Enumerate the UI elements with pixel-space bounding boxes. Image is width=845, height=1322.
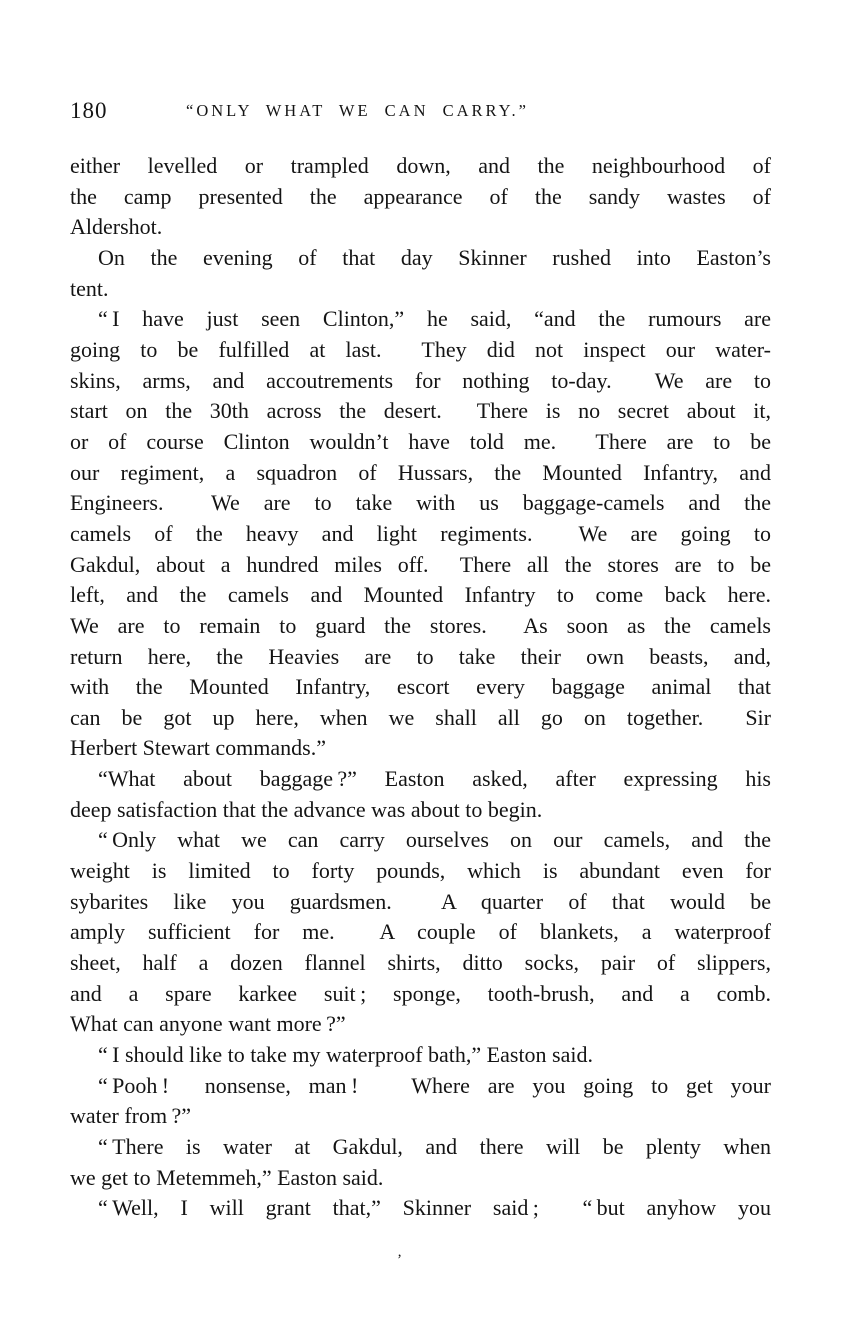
- paragraph: [70, 151, 771, 243]
- paragraph: [70, 1071, 771, 1132]
- paragraph: [70, 304, 771, 764]
- text-line: deep satisfaction that the advance was about to begin.: [70, 796, 543, 822]
- text-line: “ Pooh ! nonsense, man ! Where are you going to get your: [98, 1072, 771, 1098]
- text-line: “ I have just seen Clinton,” he said, “and the rumours are: [98, 306, 771, 332]
- text-line: going to be fulfilled at last. They did not inspect our water-: [70, 336, 771, 362]
- text-line: skins, arms, and accoutrements for nothing to-day. We are to: [70, 367, 771, 393]
- text-line: tent.: [70, 275, 109, 301]
- text-line: start on the 30th across the desert. There is no secret about it,: [70, 398, 771, 424]
- text-line: return here, the Heavies are to take their own beasts, and,: [70, 643, 771, 669]
- running-head-title: “ONLY WHAT WE CAN CARRY.”: [186, 101, 529, 120]
- text-line: left, and the camels and Mounted Infantry to come back here.: [70, 582, 771, 608]
- paragraph: [70, 243, 771, 304]
- text-line: amply sufficient for me. A couple of blankets, a waterproof: [70, 919, 771, 945]
- text-line: weight is limited to forty pounds, which is abundant even for: [70, 858, 771, 884]
- paragraph: [70, 1132, 771, 1193]
- paragraph: [70, 764, 771, 825]
- page-body: [70, 151, 771, 1224]
- text-line: “ There is water at Gakdul, and there will be plenty when: [98, 1134, 771, 1159]
- text-line: Aldershot.: [70, 214, 163, 240]
- text-line: “ I should like to take my waterproof bath,” Easton said.: [98, 1042, 593, 1068]
- text-line: What can anyone want more ?”: [70, 1011, 346, 1037]
- text-line: our regiment, a squadron of Hussars, the Mounted Infantry, and: [70, 459, 771, 485]
- text-line: we get to Metemmeh,” Easton said.: [70, 1164, 384, 1190]
- text-line: “What about baggage ?” Easton asked, after expressing his: [98, 766, 771, 792]
- text-line: We are to remain to guard the stores. As soon as the camels: [70, 612, 771, 638]
- text-line: can be got up here, when we shall all go on together. Sir: [70, 704, 771, 730]
- printers-speck: ’: [397, 1252, 402, 1268]
- text-line: or of course Clinton wouldn’t have told me. There are to be: [70, 428, 771, 454]
- text-line: sheet, half a dozen flannel shirts, ditto socks, pair of slippers,: [70, 950, 771, 976]
- text-line: Gakdul, about a hundred miles off. There all the stores are to be: [70, 551, 771, 577]
- running-header: [0, 98, 845, 128]
- text-line: either levelled or trampled down, and the neighbourhood of: [70, 153, 771, 178]
- text-line: Herbert Stewart commands.”: [70, 735, 326, 761]
- text-line: sybarites like you guardsmen. A quarter of that would be: [70, 888, 771, 914]
- text-line: and a spare karkee suit ; sponge, tooth-brush, and a comb.: [70, 980, 771, 1006]
- text-line: camels of the heavy and light regiments. We are going to: [70, 520, 771, 546]
- text-line: On the evening of that day Skinner rushed into Easton’s: [98, 244, 771, 270]
- text-line: “ Well, I will grant that,” Skinner said ; “ but anyhow you: [98, 1195, 771, 1221]
- text-line: with the Mounted Infantry, escort every baggage animal that: [70, 674, 771, 700]
- text-line: Engineers. We are to take with us baggage-camels and the: [70, 490, 771, 516]
- text-line: the camp presented the appearance of the sandy wastes of: [70, 183, 771, 209]
- text-line: water from ?”: [70, 1103, 192, 1129]
- paragraph: [70, 1193, 771, 1224]
- paragraph: [70, 825, 771, 1040]
- paragraph: [70, 1040, 771, 1071]
- text-line: “ Only what we can carry ourselves on our camels, and the: [98, 827, 771, 853]
- page-number: 180: [70, 98, 108, 123]
